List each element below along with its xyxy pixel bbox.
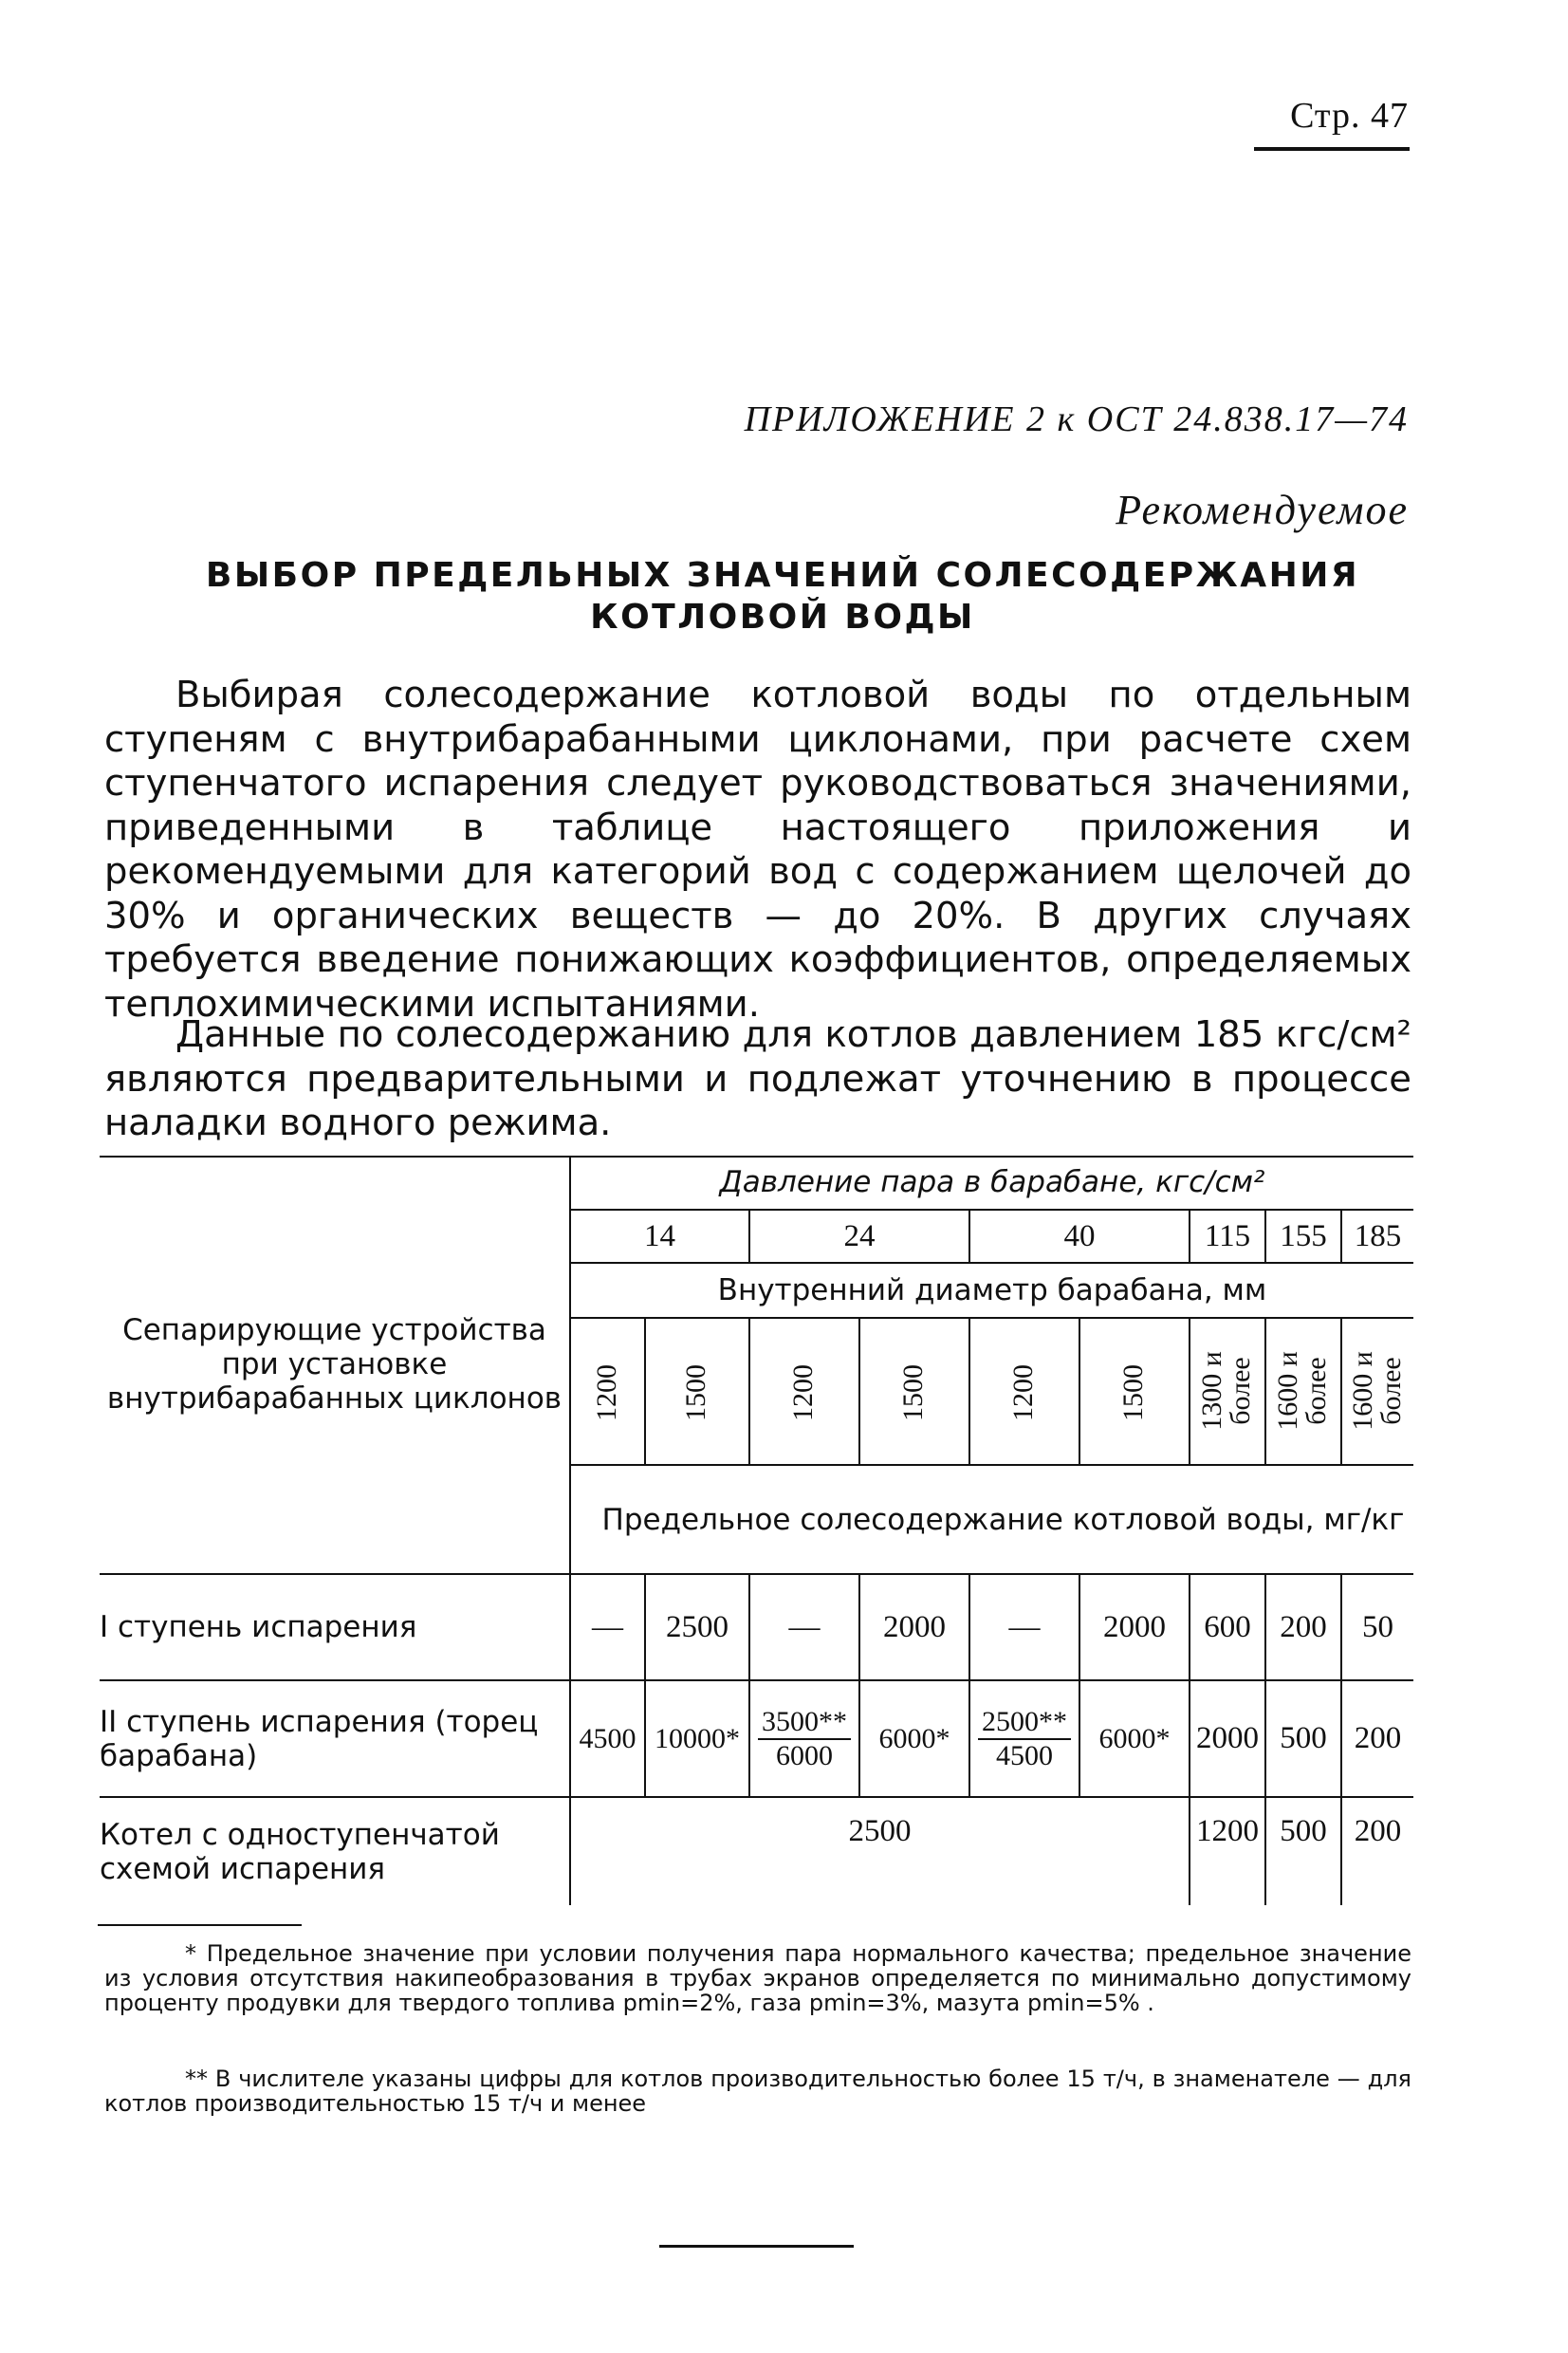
table-cell: 6000*	[878, 1722, 950, 1754]
diameter-value: 1300 и более	[1196, 1351, 1256, 1431]
footnote-text: ** В числителе указаны цифры для котлов производительностью более 15 т/ч, в знаменателе — для котлов производительностью 15 т/ч и менее	[104, 2066, 1411, 2117]
diameter-value: 1200	[1007, 1364, 1039, 1421]
fraction-cell	[750, 1681, 858, 1796]
merged-cell: 2500	[848, 1813, 912, 1848]
table-cell: 50	[1362, 1609, 1393, 1644]
page-number-underline	[1254, 147, 1410, 151]
paragraph-text: Данные по солесодержанию для котлов давлением 185 кгс/см² являются предварительными и подлежат уточнению в процессе наладки водного режима.	[104, 1013, 1411, 1144]
table-cell: 10000*	[655, 1722, 740, 1754]
footnote-1	[104, 1941, 1411, 2015]
table-cell: 2000	[1196, 1721, 1259, 1755]
body-paragraph-1	[104, 674, 1411, 1027]
title-line-1: ВЫБОР ПРЕДЕЛЬНЫХ ЗНАЧЕНИЙ СОЛЕСОДЕРЖАНИЯ	[205, 556, 1360, 595]
bottom-divider	[659, 2245, 854, 2248]
diameter-value: 1500	[1117, 1364, 1149, 1421]
pressure-value: 155	[1280, 1218, 1327, 1253]
table-cell: 2500	[666, 1609, 729, 1644]
diameter-value: 1600 и более	[1272, 1351, 1332, 1431]
document-title	[152, 555, 1413, 639]
fraction-cell	[970, 1681, 1079, 1796]
table-cell: 200	[1354, 1721, 1402, 1755]
fraction	[978, 1706, 1071, 1772]
pressure-value: 40	[1063, 1218, 1096, 1253]
diameter-value: 1600 и более	[1347, 1351, 1407, 1431]
diameter-value: 1200	[591, 1364, 622, 1421]
pressure-value: 115	[1204, 1218, 1251, 1253]
row-label: I ступень испарения	[100, 1610, 417, 1644]
table-cell: —	[592, 1609, 623, 1644]
footnote-divider	[98, 1924, 302, 1926]
salt-content-table	[100, 1156, 1413, 1905]
paragraph-text: Выбирая солесодержание котловой воды по отдельным ступеням с внутрибарабанными циклонами, при расчете схем ступенчатого испарения следует руководствоваться значениями, приведенными в таблице настоящего приложения и рекомендуемыми для категорий вод с содержанием щелочей до 30% и органических веществ — до 20%. В других случаях требуется введение понижающих коэффициентов, определяемых теплохимическими испытаниями.	[104, 674, 1411, 1026]
footnote-2	[104, 2066, 1411, 2116]
row-label: II ступень испарения (торец барабана)	[100, 1704, 539, 1773]
table-cell: —	[1008, 1609, 1041, 1644]
diameter-header: Внутренний диаметр барабана, мм	[717, 1273, 1267, 1307]
appendix-label: ПРИЛОЖЕНИЕ 2 к ОСТ 24.838.17—74	[744, 399, 1409, 439]
pressure-value: 14	[644, 1218, 675, 1253]
title-line-2: КОТЛОВОЙ ВОДЫ	[590, 598, 975, 637]
diameter-value: 1500	[680, 1364, 711, 1421]
diameter-value: 1500	[897, 1364, 929, 1421]
pressure-header: Давление пара в барабане, кгс/см²	[719, 1165, 1265, 1199]
pressure-value: 185	[1354, 1218, 1402, 1253]
table-cell: 2000	[883, 1609, 946, 1644]
table-cell: 1200	[1196, 1813, 1259, 1848]
pressure-value: 24	[843, 1218, 876, 1253]
fraction-denominator: 4500	[996, 1739, 1053, 1771]
row-label: Котел с одноступенчатой схемой испарения	[100, 1817, 500, 1886]
table-cell: 500	[1280, 1813, 1327, 1848]
page-number: Стр. 47	[1290, 96, 1409, 136]
fraction-numerator: 2500**	[978, 1706, 1071, 1740]
table-cell: 600	[1204, 1609, 1251, 1644]
table-cell: 6000*	[1098, 1722, 1171, 1754]
fraction-numerator: 3500**	[758, 1706, 851, 1740]
row-header: Сепарирующие устройства при установке внутрибарабанных циклонов	[106, 1313, 563, 1416]
limit-header: Предельное солесодержание котловой воды, мг/кг	[601, 1502, 1405, 1537]
fraction	[758, 1706, 851, 1772]
table-cell: 200	[1280, 1609, 1327, 1644]
diameter-value: 1200	[787, 1364, 819, 1421]
table-cell: 4500	[579, 1722, 636, 1754]
status-label: Рекомендуемое	[1116, 487, 1409, 533]
fraction-denominator: 6000	[776, 1739, 833, 1771]
body-paragraph-2	[104, 1013, 1411, 1146]
table-cell: 2000	[1103, 1609, 1166, 1644]
table-cell: 500	[1280, 1721, 1327, 1755]
table-cell: —	[788, 1609, 821, 1644]
table-cell: 200	[1354, 1813, 1402, 1848]
footnote-text: * Предельное значение при условии получения пара нормального качества; предельное значение из условия отсутствия накипеобразования в трубах экранов определяется по минимально допустимому проценту продувки для твердого топлива pmin=2%, газа pmin=3%, мазута pmin=5% .	[104, 1940, 1411, 2016]
